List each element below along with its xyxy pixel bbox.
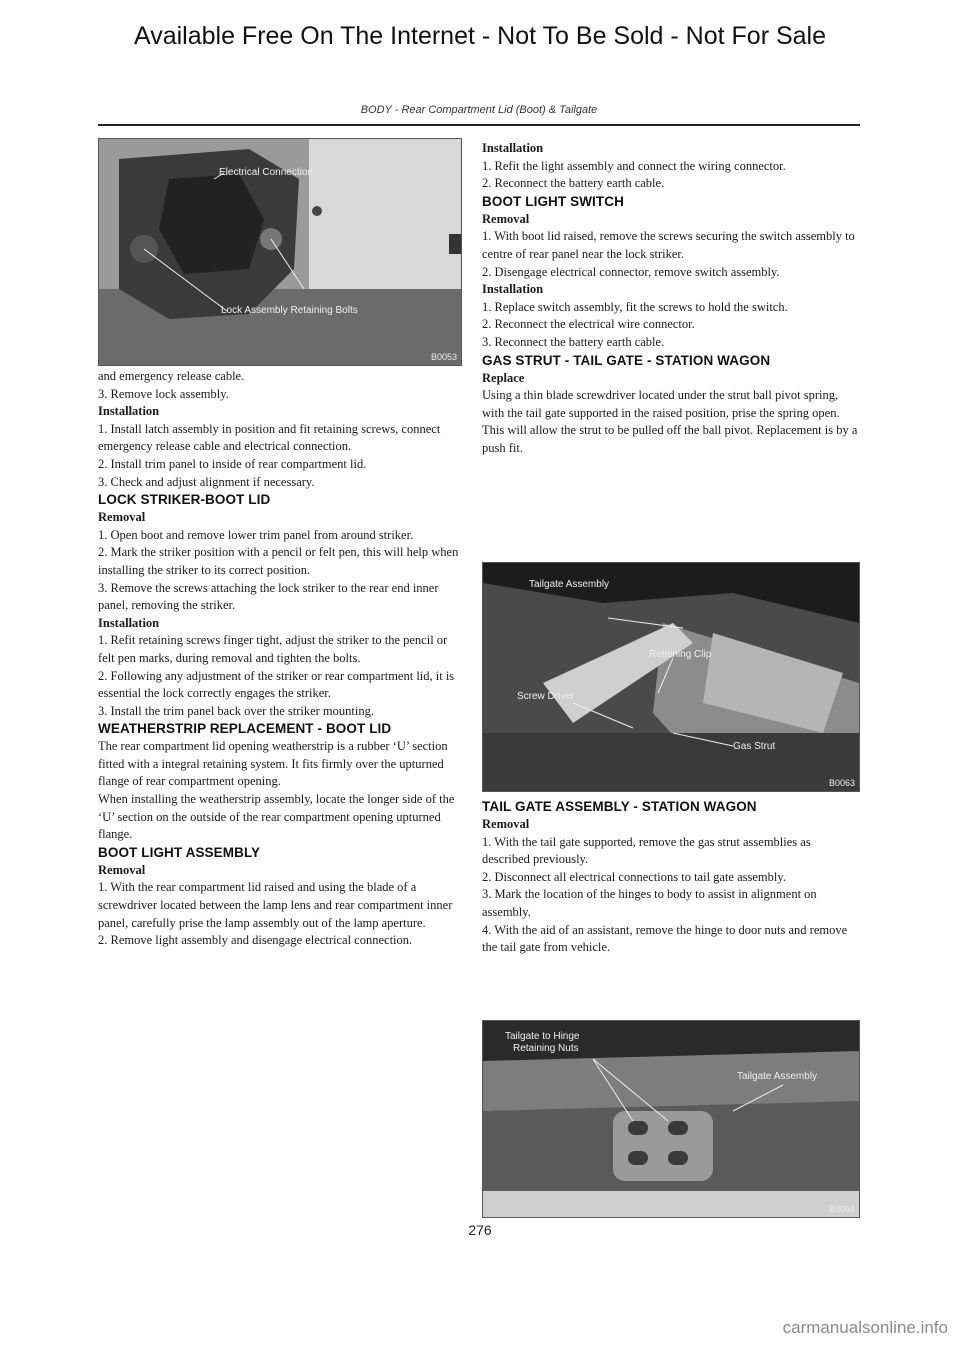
- step: 3. Install the trim panel back over the striker mounting.: [98, 703, 374, 718]
- subheading-replace: Replace: [482, 370, 525, 385]
- subheading-removal: Removal: [482, 817, 530, 831]
- subheading-removal: Removal: [98, 510, 146, 525]
- watermark-banner: Available Free On The Internet - Not To Be Sold - Not For Sale: [133, 22, 827, 50]
- header-rule: [98, 124, 860, 126]
- callout-tailgate-assembly: Tailgate Assembly: [737, 1071, 818, 1082]
- figure-number: B0053: [430, 352, 457, 362]
- section-title-boot-light: BOOT LIGHT ASSEMBLY: [98, 844, 261, 860]
- step: 2. Remove light assembly and disengage electrical connection.: [98, 933, 413, 948]
- step: 3. Mark the location of the hinges to body to assist in alignment on assembly.: [482, 887, 817, 919]
- step: 2. Install trim panel to inside of rear compartment lid.: [98, 456, 367, 471]
- step: 1. With boot lid raised, remove the screws securing the switch assembly to centre of rear panel near the lock striker.: [482, 229, 855, 261]
- running-header: BODY - Rear Compartment Lid (Boot) & Tailgate: [360, 104, 598, 116]
- subheading-installation: Installation: [482, 282, 544, 297]
- step: 1. With the rear compartment lid raised and using the blade of a screwdriver located between the lamp lens and rear compartment inner panel, carefully prise the lamp assembly out of the lamp aperture.: [98, 880, 453, 930]
- section-title-tailgate: TAIL GATE ASSEMBLY - STATION WAGON: [482, 799, 757, 814]
- right-column-top: [482, 140, 858, 458]
- callout-gas-strut: Gas Strut: [733, 741, 776, 752]
- callout-retaining-clip: Retaining Clip: [649, 649, 712, 660]
- step: 2. Following any adjustment of the striker or rear compartment lid, it is essential the lock correctly engages the striker.: [98, 668, 455, 701]
- callout-screw-driver: Screw Driver: [517, 691, 575, 702]
- lock-assembly-photo: [98, 138, 462, 366]
- subheading-installation: Installation: [98, 404, 160, 419]
- callout-tailgate-assembly: Tailgate Assembly: [529, 579, 610, 590]
- gas-strut-photo: [482, 562, 860, 792]
- step: 3. Reconnect the battery earth cable.: [482, 334, 665, 349]
- step: 2. Mark the striker position with a pencil or felt pen, this will help when installing the striker to its correct position.: [98, 545, 459, 577]
- step: 3. Check and adjust alignment if necessary.: [98, 474, 315, 489]
- step: 1. Replace switch assembly, fit the screws to hold the switch.: [482, 299, 788, 314]
- callout-retaining-nuts: Retaining Nuts: [513, 1043, 579, 1054]
- subheading-removal: Removal: [98, 862, 146, 877]
- step: 1. Open boot and remove lower trim panel from around striker.: [98, 527, 414, 542]
- paragraph: The rear compartment lid opening weatherstrip is a rubber ‘U’ section fitted with a integral retaining system. It fits firmly over the upturned flange of rear compartment opening.: [98, 739, 448, 789]
- callout-electrical-connection: Electrical Connection: [219, 167, 313, 178]
- step: 2. Reconnect the battery earth cable.: [482, 176, 665, 191]
- section-title-gas-strut: GAS STRUT - TAIL GATE - STATION WAGON: [482, 352, 771, 368]
- paragraph: 3. Remove lock assembly.: [98, 386, 229, 401]
- section-title-boot-switch: BOOT LIGHT SWITCH: [482, 193, 624, 209]
- step: 2. Reconnect the electrical wire connector.: [482, 317, 695, 332]
- right-column-tailgate: [482, 798, 858, 957]
- section-title-lock-striker: LOCK STRIKER-BOOT LID: [98, 492, 271, 508]
- section-title-weatherstrip: WEATHERSTRIP REPLACEMENT - BOOT LID: [98, 721, 392, 737]
- callout-tailgate-to-hinge: Tailgate to Hinge: [505, 1031, 580, 1042]
- paragraph: Using a thin blade screwdriver located under the strut ball pivot spring, with the tail gate supported in the raised position, prise the spring open. This will allow the strut to be pulled off the ball pivot. Replacement is by a push fit.: [482, 388, 858, 455]
- step: 1. Install latch assembly in position and fit retaining screws, connect emergency release cable and electrical connection.: [98, 421, 441, 454]
- figure-number: B0063: [828, 778, 855, 788]
- step: 1. Refit retaining screws finger tight, adjust the striker to the pencil or felt pen marks, during removal and tighten the bolts.: [98, 633, 448, 665]
- step: 3. Remove the screws attaching the lock striker to the rear end inner panel, removing the striker.: [98, 580, 439, 613]
- step: 1. With the tail gate supported, remove the gas strut assemblies as described previously.: [482, 834, 811, 867]
- left-column: [98, 368, 462, 950]
- subheading-installation: Installation: [98, 615, 160, 630]
- callout-lock-retaining-bolts: Lock Assembly Retaining Bolts: [221, 305, 358, 316]
- paragraph: When installing the weatherstrip assembly, locate the longer side of the ‘U’ section on the outside of the rear compartment opening upturned flange.: [98, 792, 455, 842]
- subheading-installation: Installation: [482, 141, 544, 155]
- footer-source: carmanualsonline.info: [782, 1318, 948, 1337]
- step: 2. Disengage electrical connector, remove switch assembly.: [482, 264, 780, 279]
- figure-number: B0064: [828, 1204, 855, 1214]
- paragraph: and emergency release cable.: [98, 369, 245, 383]
- tailgate-hinge-photo: [482, 1020, 860, 1218]
- subheading-removal: Removal: [482, 211, 530, 226]
- step: 2. Disconnect all electrical connections to tail gate assembly.: [482, 869, 786, 884]
- step: 1. Refit the light assembly and connect the wiring connector.: [482, 158, 786, 173]
- page-number: 276: [468, 1222, 492, 1238]
- step: 4. With the aid of an assistant, remove the hinge to door nuts and remove the tail gate from vehicle.: [482, 922, 848, 955]
